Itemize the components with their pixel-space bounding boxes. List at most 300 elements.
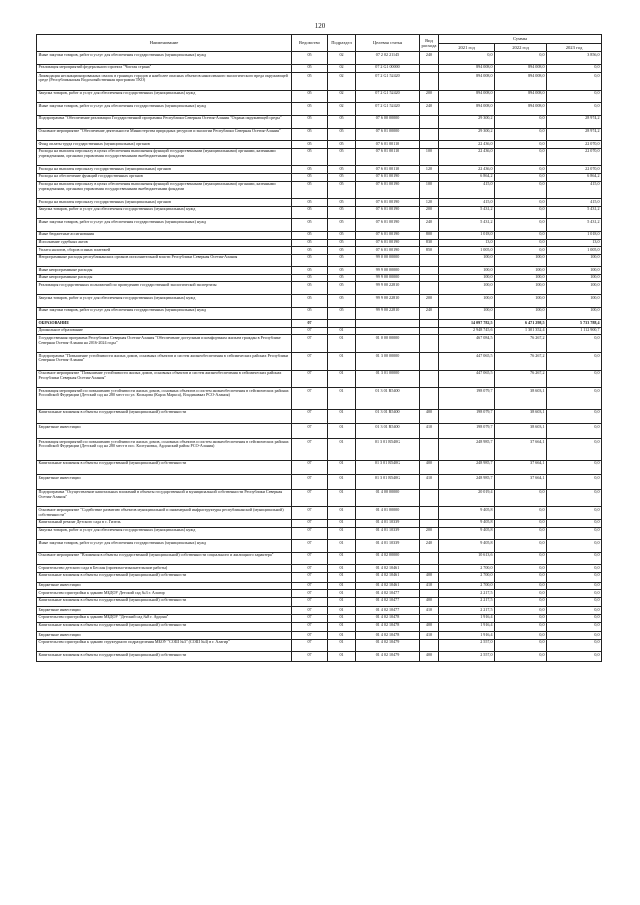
row-subsection: 05 <box>328 206 356 219</box>
row-amount-2021: 100,0 <box>439 282 495 295</box>
table-row <box>37 327 602 335</box>
row-subsection: 01 <box>328 409 356 424</box>
table-row <box>37 247 602 255</box>
table-row <box>37 199 602 207</box>
row-amount-2021: 415,0 <box>439 181 495 199</box>
row-subsection: 01 <box>328 582 356 590</box>
row-expense-type: 800 <box>420 231 439 239</box>
row-department: 07 <box>292 590 328 598</box>
row-expense-type <box>420 565 439 573</box>
row-expense-type <box>420 141 439 149</box>
row-name: Расходы на выплаты персоналу государственных (муниципальных) органов <box>37 166 292 174</box>
row-target-item: 07 2 G1 52420 <box>356 103 420 116</box>
row-target-item: 07 6 01 00190 <box>356 199 420 207</box>
row-amount-2022: 0,0 <box>495 199 547 207</box>
table-row <box>37 582 602 590</box>
row-amount-2021: 1 916,4 <box>439 614 495 622</box>
row-expense-type: 830 <box>420 239 439 247</box>
row-amount-2021: 2 557,0 <box>439 639 495 652</box>
row-expense-type: 200 <box>420 90 439 103</box>
row-subsection: 05 <box>328 231 356 239</box>
row-amount-2021: 248 985,7 <box>439 475 495 490</box>
table-row <box>37 370 602 388</box>
row-amount-2022: 0,0 <box>495 173 547 181</box>
row-expense-type <box>420 173 439 181</box>
row-amount-2023: 0,0 <box>547 540 602 553</box>
row-target-item: 07 6 01 00110 <box>356 141 420 149</box>
row-expense-type <box>420 353 439 371</box>
row-amount-2023: 0,0 <box>547 582 602 590</box>
row-target-item: 01 4 02 10461 <box>356 572 420 582</box>
row-department: 05 <box>292 166 328 174</box>
row-department: 05 <box>292 173 328 181</box>
table-row <box>37 166 602 174</box>
table-row <box>37 519 602 527</box>
row-subsection: 01 <box>328 572 356 582</box>
row-expense-type: 200 <box>420 206 439 219</box>
row-amount-2021: 2 700,0 <box>439 582 495 590</box>
row-expense-type: 400 <box>420 460 439 475</box>
row-expense-type <box>420 552 439 565</box>
table-row <box>37 590 602 598</box>
row-expense-type <box>420 115 439 128</box>
row-amount-2021: 6 864,2 <box>439 173 495 181</box>
row-subsection: 05 <box>328 141 356 149</box>
row-amount-2022: 0,0 <box>495 141 547 149</box>
row-target-item: 99 0 00 00000 <box>356 254 420 267</box>
row-expense-type <box>420 73 439 91</box>
row-target-item: 07 6 01 00000 <box>356 128 420 141</box>
row-department: 07 <box>292 475 328 490</box>
row-department: 05 <box>292 231 328 239</box>
row-name: Реализация мероприятий федерального проекта "Чистая страна" <box>37 64 292 73</box>
table-body <box>37 52 602 662</box>
row-amount-2022: 100,0 <box>495 307 547 320</box>
row-subsection: 01 <box>328 370 356 388</box>
row-amount-2023: 415,0 <box>547 199 602 207</box>
row-subsection: 01 <box>328 639 356 652</box>
row-amount-2023: 0,0 <box>547 639 602 652</box>
row-department: 05 <box>292 307 328 320</box>
row-target-item: 07 2 G1 00000 <box>356 64 420 73</box>
row-name: Расходы на выплаты персоналу государственных (муниципальных) органов <box>37 199 292 207</box>
row-subsection: 01 <box>328 424 356 439</box>
row-department: 05 <box>292 295 328 308</box>
row-amount-2023: 100,0 <box>547 274 602 282</box>
row-amount-2021: 20 019,4 <box>439 489 495 507</box>
row-amount-2021: 29 300,2 <box>439 115 495 128</box>
table-row <box>37 307 602 320</box>
table-row <box>37 652 602 662</box>
row-name: Капитальные вложения в объекты государственной (муниципальной) собственности <box>37 572 292 582</box>
header-year-2021: 2021 год <box>439 44 495 52</box>
row-amount-2021: 100,0 <box>439 295 495 308</box>
row-department: 05 <box>292 282 328 295</box>
row-amount-2023: 0,0 <box>547 409 602 424</box>
row-amount-2021: 198 079,7 <box>439 424 495 439</box>
row-expense-type: 400 <box>420 622 439 632</box>
row-amount-2022: 0,0 <box>495 219 547 232</box>
row-amount-2022: 1 301 352,4 <box>495 327 547 335</box>
row-expense-type: 240 <box>420 52 439 65</box>
row-name: Иные закупки товаров, работ и услуг для обеспечения государственных (муниципальных) нужд <box>37 307 292 320</box>
row-name: Строительство пристройки к зданию МБДОУ Детский сад №3 г. Алагир <box>37 590 292 598</box>
row-name: Закупка товаров, работ и услуг для обеспечения государственных (муниципальных) нужд <box>37 90 292 103</box>
row-amount-2022: 0,0 <box>495 206 547 219</box>
row-amount-2022: 76 267,2 <box>495 353 547 371</box>
row-amount-2023: 0,0 <box>547 519 602 527</box>
row-amount-2023: 0,0 <box>547 353 602 371</box>
row-name: Реализация государственных полномочий по проведению государственной экологической экспертизы <box>37 282 292 295</box>
table-row <box>37 115 602 128</box>
row-amount-2023: 22 070,0 <box>547 141 602 149</box>
row-amount-2021: 894 008,0 <box>439 64 495 73</box>
table-row <box>37 320 602 328</box>
row-amount-2021: 198 079,7 <box>439 409 495 424</box>
row-name: Иные непрограммные расходы <box>37 274 292 282</box>
row-subsection: 05 <box>328 181 356 199</box>
row-name: Основное мероприятие "Повышение устойчивости жилых домов, основных объектов и систем жизнеобеспечения в сейсмических районах Республики Северная Осетия-Алания" <box>37 370 292 388</box>
row-department: 05 <box>292 128 328 141</box>
row-name: Иные закупки товаров, работ и услуг для обеспечения государственных (муниципальных) нужд <box>37 219 292 232</box>
row-amount-2022: 0,0 <box>495 519 547 527</box>
row-expense-type: 100 <box>420 148 439 166</box>
row-amount-2021: 1 916,4 <box>439 622 495 632</box>
header-name: Наименование <box>37 35 292 52</box>
row-department: 07 <box>292 327 328 335</box>
row-expense-type <box>420 254 439 267</box>
row-amount-2022: 0,0 <box>495 239 547 247</box>
row-target-item: 07 2 02 21145 <box>356 52 420 65</box>
row-subsection: 05 <box>328 282 356 295</box>
row-name: Бюджетные инвестиции <box>37 632 292 640</box>
row-expense-type <box>420 639 439 652</box>
row-target-item: 01 0 00 00000 <box>356 335 420 353</box>
row-expense-type <box>420 614 439 622</box>
row-amount-2023: 5 733 788,4 <box>547 320 602 328</box>
row-expense-type <box>420 320 439 328</box>
table-row <box>37 231 602 239</box>
row-amount-2022: 0,0 <box>495 115 547 128</box>
row-department: 07 <box>292 572 328 582</box>
row-target-item: 07 6 01 00190 <box>356 173 420 181</box>
row-name: Строительство пристройки к зданию МБДОУ "Детский сад №8 г. Ардона" <box>37 614 292 622</box>
row-target-item: 01 3 01 R540G <box>356 460 420 475</box>
row-subsection: 05 <box>328 199 356 207</box>
row-name: Подпрограмма "Осуществление капитальных вложений в объекты государственной и муниципальной собственности Республики Северная Осетия-Алания" <box>37 489 292 507</box>
row-department: 07 <box>292 597 328 607</box>
row-name: Иные закупки товаров, работ и услуг для обеспечения государственных (муниципальных) нужд <box>37 540 292 553</box>
row-subsection: 01 <box>328 388 356 410</box>
row-expense-type: 400 <box>420 409 439 424</box>
row-amount-2021: 5 431,2 <box>439 219 495 232</box>
row-amount-2021: 1 005,0 <box>439 247 495 255</box>
row-subsection: 01 <box>328 632 356 640</box>
row-amount-2021: 13,0 <box>439 239 495 247</box>
row-amount-2021: 894 008,0 <box>439 90 495 103</box>
table-header <box>37 35 602 52</box>
table-row <box>37 632 602 640</box>
row-subsection: 05 <box>328 166 356 174</box>
row-expense-type <box>420 274 439 282</box>
row-amount-2022: 38 603,1 <box>495 388 547 410</box>
row-subsection: 05 <box>328 274 356 282</box>
row-expense-type <box>420 519 439 527</box>
row-target-item: 07 6 01 00190 <box>356 231 420 239</box>
row-target-item: 99 9 00 00000 <box>356 274 420 282</box>
row-amount-2022: 0,0 <box>495 572 547 582</box>
row-amount-2021: 894 008,0 <box>439 103 495 116</box>
table-row <box>37 141 602 149</box>
row-name: Основное мероприятие "Вложения в объекты государственной (муниципальной) собственности социального и жилищного характера" <box>37 552 292 565</box>
row-amount-2023: 0,0 <box>547 622 602 632</box>
row-amount-2021: 22 436,0 <box>439 148 495 166</box>
row-amount-2022: 0,0 <box>495 507 547 520</box>
row-amount-2023: 100,0 <box>547 267 602 275</box>
row-subsection: 05 <box>328 267 356 275</box>
row-subsection: 05 <box>328 247 356 255</box>
header-target-item: Целевая статья <box>356 35 420 52</box>
row-name: Основное мероприятие "Обеспечение деятельности Министерства природных ресурсов и экологии Республики Северная Осетия-Алания" <box>37 128 292 141</box>
row-amount-2023: 100,0 <box>547 295 602 308</box>
row-expense-type: 410 <box>420 632 439 640</box>
table-row <box>37 639 602 652</box>
header-department: Ведомство <box>292 35 328 52</box>
table-row <box>37 90 602 103</box>
row-amount-2023: 0,0 <box>547 632 602 640</box>
row-name: Иные закупки товаров, работ и услуг для обеспечения государственных (муниципальных) нужд <box>37 103 292 116</box>
row-amount-2023: 3 856,0 <box>547 52 602 65</box>
row-name: Капитальные вложения в объекты государственной (муниципальной) собственности <box>37 597 292 607</box>
row-department: 05 <box>292 199 328 207</box>
row-department: 05 <box>292 181 328 199</box>
row-subsection: 02 <box>328 73 356 91</box>
row-expense-type: 410 <box>420 607 439 615</box>
row-name: Расходы на обеспечение функций государственных органов <box>37 173 292 181</box>
row-name: Дошкольное образование <box>37 327 292 335</box>
row-amount-2023: 22 070,0 <box>547 148 602 166</box>
row-target-item <box>356 327 420 335</box>
row-subsection: 01 <box>328 527 356 540</box>
row-department: 05 <box>292 141 328 149</box>
row-name: Капитальные вложения в объекты государственной (муниципальной) собственности <box>37 409 292 424</box>
header-expense-type: Вид расхода <box>420 35 439 52</box>
row-department: 07 <box>292 335 328 353</box>
row-target-item: 99 9 00 22810 <box>356 295 420 308</box>
row-name: ОБРАЗОВАНИЕ <box>37 320 292 328</box>
row-department: 05 <box>292 90 328 103</box>
row-subsection: 01 <box>328 519 356 527</box>
row-target-item: 01 3 01 R540G <box>356 439 420 461</box>
row-department: 07 <box>292 552 328 565</box>
row-target-item: 01 3 01 R5400 <box>356 424 420 439</box>
row-expense-type: 410 <box>420 582 439 590</box>
row-target-item: 07 6 01 00190 <box>356 239 420 247</box>
row-amount-2023: 5 431,2 <box>547 219 602 232</box>
table-row <box>37 103 602 116</box>
row-name: Иные закупки товаров, работ и услуг для обеспечения государственных (муниципальных) нужд <box>37 52 292 65</box>
row-target-item: 07 6 01 00190 <box>356 247 420 255</box>
row-department: 07 <box>292 353 328 371</box>
row-subsection: 01 <box>328 590 356 598</box>
row-amount-2023: 0,0 <box>547 552 602 565</box>
row-target-item: 01 4 02 10478 <box>356 614 420 622</box>
row-amount-2022: 76 267,2 <box>495 370 547 388</box>
row-target-item: 01 4 01 10339 <box>356 527 420 540</box>
row-amount-2023: 415,0 <box>547 181 602 199</box>
table-row <box>37 64 602 73</box>
row-department: 07 <box>292 565 328 573</box>
row-department: 07 <box>292 652 328 662</box>
row-amount-2021: 5 431,2 <box>439 206 495 219</box>
row-name: Расходы на выплаты персоналу в целях обеспечения выполнения функций государственными (муниципальными) органами, казенными учреждениями, органами управления государственными внебюджетными фондами <box>37 148 292 166</box>
row-target-item: 07 6 01 00110 <box>356 166 420 174</box>
row-subsection: 01 <box>328 552 356 565</box>
row-target-item <box>356 320 420 328</box>
row-amount-2022: 0,0 <box>495 231 547 239</box>
row-name: Капитальные вложения в объекты государственной (муниципальной) собственности <box>37 652 292 662</box>
row-amount-2021: 100,0 <box>439 254 495 267</box>
row-amount-2022: 37 664,1 <box>495 475 547 490</box>
row-amount-2022: 0,0 <box>495 489 547 507</box>
row-expense-type <box>420 507 439 520</box>
row-subsection: 01 <box>328 597 356 607</box>
row-expense-type: 410 <box>420 475 439 490</box>
header-subsection: Подраздел <box>328 35 356 52</box>
row-amount-2023: 0,0 <box>547 73 602 91</box>
row-subsection: 02 <box>328 52 356 65</box>
row-amount-2021: 29 300,2 <box>439 128 495 141</box>
table-row <box>37 219 602 232</box>
row-amount-2023: 0,0 <box>547 475 602 490</box>
row-department: 07 <box>292 439 328 461</box>
table-row <box>37 409 602 424</box>
row-amount-2021: 14 097 782,5 <box>439 320 495 328</box>
row-target-item: 01 4 02 10477 <box>356 597 420 607</box>
row-amount-2021: 100,0 <box>439 267 495 275</box>
row-name: Строительство пристройки к зданию структурного подразделения МБОУ "СОШ №3" (СОШ №4) в г. Алагир" <box>37 639 292 652</box>
row-amount-2022: 0,0 <box>495 52 547 65</box>
row-name: Бюджетные инвестиции <box>37 607 292 615</box>
table-row <box>37 565 602 573</box>
table-row <box>37 353 602 371</box>
row-amount-2022: 100,0 <box>495 254 547 267</box>
row-department: 07 <box>292 507 328 520</box>
row-target-item: 01 4 01 00000 <box>356 507 420 520</box>
row-subsection: 01 <box>328 540 356 553</box>
row-expense-type <box>420 267 439 275</box>
row-amount-2022: 0,0 <box>495 540 547 553</box>
row-amount-2021: 10 613,6 <box>439 552 495 565</box>
row-department: 05 <box>292 274 328 282</box>
row-expense-type: 240 <box>420 540 439 553</box>
row-expense-type <box>420 335 439 353</box>
row-amount-2023: 28 974,2 <box>547 115 602 128</box>
row-expense-type <box>420 327 439 335</box>
row-name: Основное мероприятие "Содействие развитию объектов муниципальной и инженерной инфраструктуры республиканской (муниципальной) собственности" <box>37 507 292 520</box>
row-department: 07 <box>292 388 328 410</box>
row-amount-2021: 248 985,7 <box>439 439 495 461</box>
row-expense-type: 410 <box>420 424 439 439</box>
row-amount-2023: 0,0 <box>547 335 602 353</box>
row-target-item: 01 3 01 00000 <box>356 370 420 388</box>
table-row <box>37 552 602 565</box>
row-target-item: 01 3 01 R540G <box>356 475 420 490</box>
row-department: 07 <box>292 622 328 632</box>
row-subsection: 01 <box>328 353 356 371</box>
row-amount-2023: 0,0 <box>547 652 602 662</box>
row-target-item: 01 3 01 R5400 <box>356 388 420 410</box>
row-amount-2021: 9 405,8 <box>439 507 495 520</box>
row-amount-2022: 38 603,1 <box>495 409 547 424</box>
row-name: Расходы на выплаты персоналу в целях обеспечения выполнения функций государственными (муниципальными) органами, казенными учреждениями, органами управления государственными внебюджетными фондами <box>37 181 292 199</box>
row-amount-2021: 2 217,5 <box>439 607 495 615</box>
row-amount-2023: 0,0 <box>547 565 602 573</box>
row-amount-2021: 9 405,8 <box>439 527 495 540</box>
row-amount-2021: 22 436,0 <box>439 141 495 149</box>
row-target-item: 07 6 01 00110 <box>356 148 420 166</box>
row-department: 05 <box>292 247 328 255</box>
row-name: Подпрограмма "Обеспечение реализации Государственной программы Республики Северная Осетия-Алания "Охрана окружающей среды" <box>37 115 292 128</box>
row-subsection: 01 <box>328 327 356 335</box>
row-subsection: 05 <box>328 128 356 141</box>
table-row <box>37 295 602 308</box>
row-target-item: 07 2 G1 52420 <box>356 73 420 91</box>
row-amount-2023: 0,0 <box>547 607 602 615</box>
row-target-item: 01 4 02 10477 <box>356 607 420 615</box>
row-amount-2021: 9 405,8 <box>439 519 495 527</box>
row-amount-2022: 0,0 <box>495 607 547 615</box>
table-row <box>37 460 602 475</box>
row-amount-2023: 0,0 <box>547 572 602 582</box>
row-amount-2022: 894 008,0 <box>495 103 547 116</box>
row-amount-2023: 1 018,0 <box>547 231 602 239</box>
row-amount-2023: 0,0 <box>547 424 602 439</box>
row-subsection: 02 <box>328 64 356 73</box>
row-amount-2021: 198 079,7 <box>439 388 495 410</box>
header-year-2022: 2022 год <box>495 44 547 52</box>
row-expense-type: 400 <box>420 597 439 607</box>
table-row <box>37 614 602 622</box>
row-department: 05 <box>292 254 328 267</box>
row-target-item: 99 9 00 22810 <box>356 282 420 295</box>
table-row <box>37 254 602 267</box>
row-subsection: 05 <box>328 173 356 181</box>
row-amount-2023: 100,0 <box>547 307 602 320</box>
row-amount-2022: 0,0 <box>495 527 547 540</box>
row-department: 07 <box>292 527 328 540</box>
table-row <box>37 607 602 615</box>
row-name: Бюджетные инвестиции <box>37 475 292 490</box>
table-row <box>37 335 602 353</box>
row-amount-2021: 9 405,8 <box>439 540 495 553</box>
row-department: 05 <box>292 115 328 128</box>
row-amount-2021: 248 985,7 <box>439 460 495 475</box>
row-subsection: 01 <box>328 507 356 520</box>
row-subsection: 05 <box>328 115 356 128</box>
row-amount-2021: 100,0 <box>439 274 495 282</box>
row-subsection: 05 <box>328 307 356 320</box>
table-row <box>37 540 602 553</box>
row-department: 05 <box>292 73 328 91</box>
row-department: 05 <box>292 64 328 73</box>
row-department: 05 <box>292 52 328 65</box>
row-amount-2022: 0,0 <box>495 652 547 662</box>
row-amount-2023: 28 974,2 <box>547 128 602 141</box>
row-subsection: 05 <box>328 219 356 232</box>
table-row <box>37 239 602 247</box>
row-amount-2022: 894 008,0 <box>495 64 547 73</box>
